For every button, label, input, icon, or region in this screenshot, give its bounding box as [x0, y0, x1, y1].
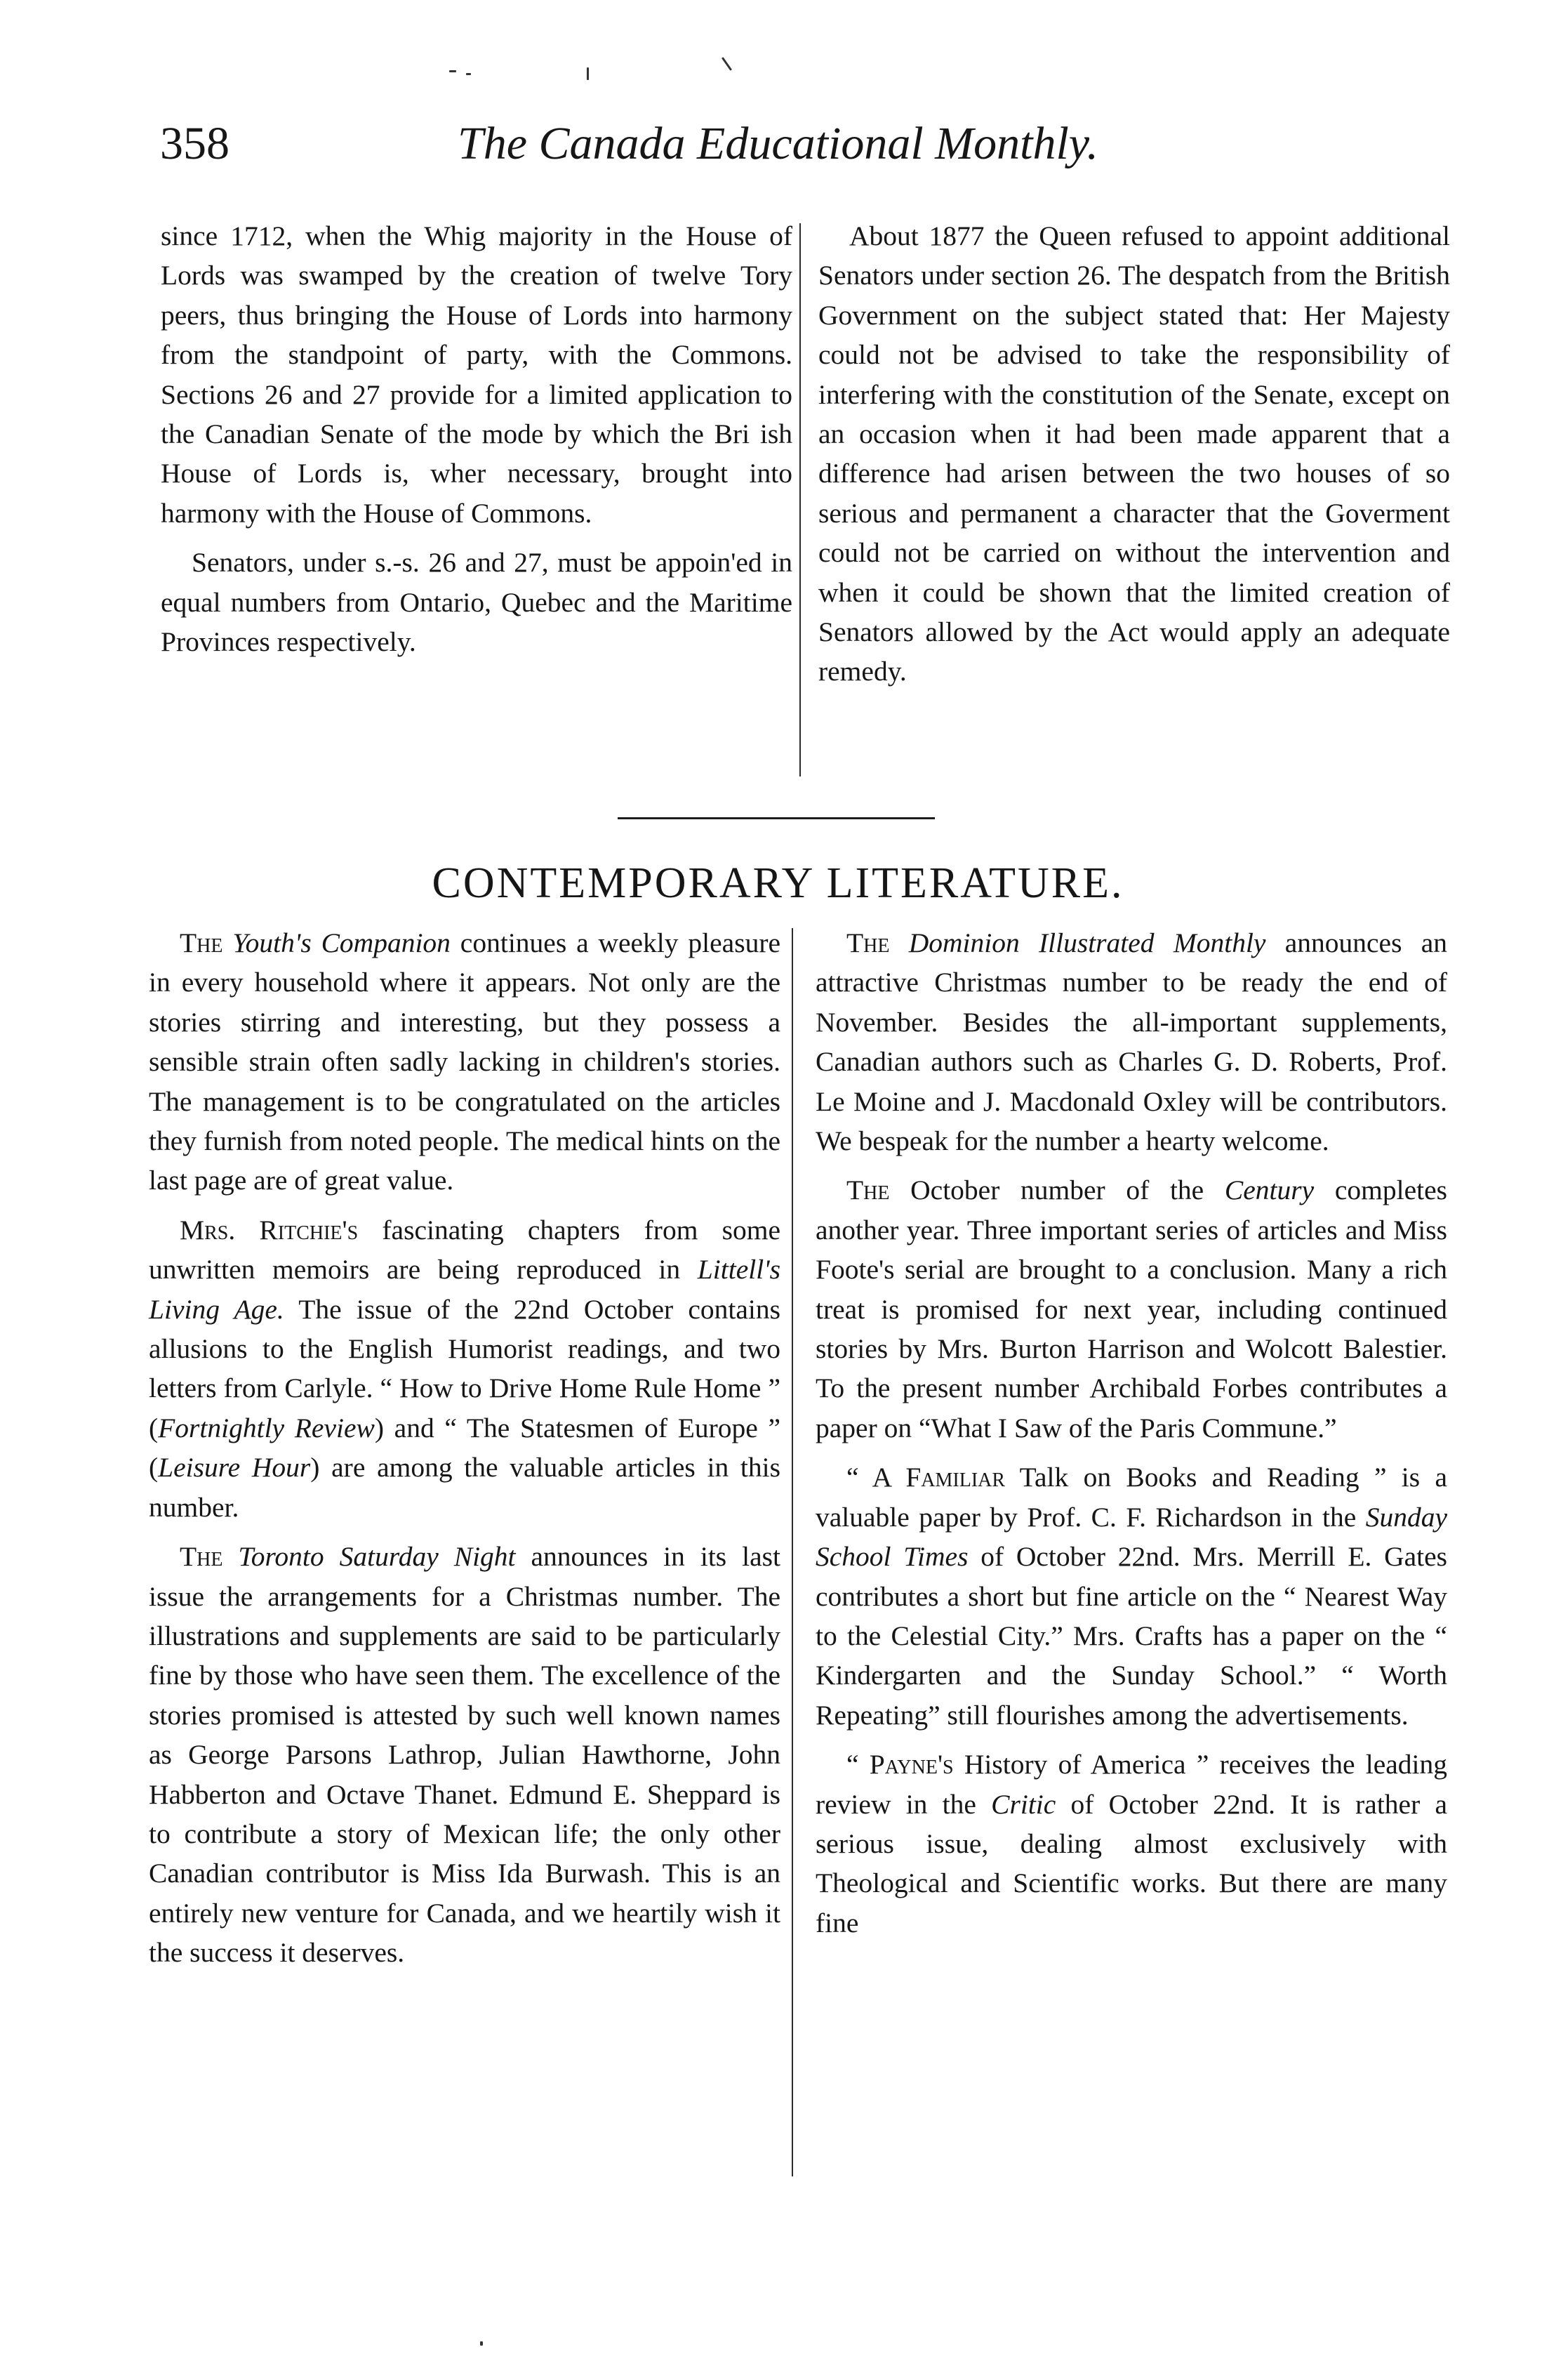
text-run: announces in its last issue the arrangements for a Christmas number. The illustrations and supplements are said to be particularly fine by those who have seen them. The excellence of the stories promised is attested by such well known names as George Parsons Lathrop, Julian Hawthorne, John Habberton and Octave Thanet. Edmund E. Sheppard is to contribute a story of Mexican life; the only other Canadian contributor is Miss Ida Burwash. This is an entirely new venture for Canada, and we heartily wish it the success it deserves.: [149, 1541, 780, 1969]
text-run: of October 22nd. It is rather a serious issue, dealing almost exclusively with Theological and Scientific works. But there are many fine: [816, 1788, 1447, 1938]
text-run: ) are among the valuable articles in this number.: [149, 1452, 780, 1523]
text-run: October number of the: [889, 1175, 1225, 1206]
text-run: ) and “ The Statesmen of Europe ” (: [149, 1412, 780, 1483]
text-run: [222, 1541, 238, 1572]
text-run: of October 22nd. Mrs. Merrill E. Gates contributes a short but fine article on the “ Nearest Way to the Celestial City.” Mrs. Crafts has a paper on the “ Kindergarten and the Sunday School.” “ Worth Repeating” still flourishes among the advertisements.: [816, 1541, 1448, 1731]
print-speck: [466, 73, 471, 75]
text-run: [222, 927, 232, 958]
publication-title: Critic: [991, 1788, 1056, 1820]
page-number: 358: [160, 118, 230, 169]
publication-title: Youth's Companion: [232, 927, 451, 958]
review-paragraph: [149, 1210, 780, 1527]
paragraph: Senators, under s.-s. 26 and 27, must be appoin'ed in equal numbers from Ontario, Quebec and the Maritime Provinces respectively.: [161, 547, 792, 658]
print-speck: [480, 2341, 483, 2346]
review-paragraph: [816, 1170, 1447, 1448]
column-divider: [799, 223, 801, 776]
text-run: fascinating chapters from some unwritten memoirs are being reproduced in: [149, 1214, 780, 1285]
text-run: [889, 927, 908, 958]
publication-title: Leisure Hour: [158, 1452, 311, 1483]
publication-title: Fortnightly Review: [158, 1412, 375, 1443]
paragraph-lead: “ Payne's: [846, 1749, 954, 1780]
print-speck: [449, 70, 456, 72]
page-header: [0, 116, 1556, 172]
review-paragraph: [816, 923, 1447, 1161]
paragraph-lead: The: [846, 1175, 890, 1206]
paragraph: since 1712, when the Whig majority in the House of Lords was swamped by the creation of twelve Tory peers, thus bringing the House of Lords into harmony from the standpoint of party, with the Commons. Sections 26 and 27 provide for a limited application to the Canadian Senate of the mode by which the Bri ish House of Lords is, wher necessary, brought into harmony with the House of Commons.: [161, 220, 792, 529]
top-right-column: [818, 216, 1450, 701]
paragraph-lead: “ A Familiar: [846, 1462, 1006, 1493]
paragraph-lead: The: [180, 1541, 223, 1573]
section-heading: CONTEMPORARY LITERATURE.: [432, 859, 1124, 907]
section-divider: [618, 817, 935, 819]
top-left-column: [161, 216, 792, 671]
print-speck: [587, 67, 589, 80]
print-speck: [722, 57, 732, 71]
text-run: Talk on Books and Reading ” is a valuable paper by Prof. C. F. Richardson in the: [816, 1462, 1447, 1533]
publication-title: Toronto Saturday Night: [238, 1541, 516, 1573]
running-title: The Canada Educational Monthly.: [458, 118, 1098, 169]
text-run: History of America ” receives the leading review in the: [816, 1749, 1447, 1820]
publication-title: Sunday School Times: [816, 1501, 1447, 1573]
text-run: announces an attractive Christmas number to be ready the end of November. Besides the all-important supplements, Canadian authors such as Charles G. D. Roberts, Prof. Le Moine and J. Macdonald Oxley will be contributors. We bespeak for the number a hearty welcome.: [816, 927, 1447, 1157]
paragraph-lead: The: [180, 927, 223, 958]
publication-title: Dominion Illustrated Monthly: [908, 927, 1266, 958]
review-paragraph: [816, 1745, 1447, 1943]
review-paragraph: [149, 1537, 780, 1972]
paragraph-lead: The: [846, 927, 890, 958]
text-run: continues a weekly pleasure in every household where it appears. Not only are the stories stirring and interesting, but they possess a sensible strain often sadly lacking in children's stories. The management is to be congratulated on the articles they furnish from noted people. The medical hints on the last page are of great value.: [149, 927, 781, 1196]
review-paragraph: [816, 1457, 1447, 1735]
paragraph-lead: Mrs. Ritchie's: [180, 1214, 359, 1245]
bottom-right-column: [816, 923, 1447, 1952]
text-run: completes another year. Three important series of articles and Miss Foote's serial are brought to a conclusion. Many a rich treat is promised for next year, including continued stories by Mrs. Burton Harrison and Wolcott Balestier. To the present number Archibald Forbes contributes a paper on “What I Saw of the Paris Commune.”: [816, 1175, 1447, 1443]
publication-title: Century: [1224, 1175, 1315, 1206]
paragraph: About 1877 the Queen refused to appoint additional Senators under section 26. The despatch from the British Government on the subject stated that: Her Majesty could not be advised to take the responsibility of interfering with the constitution of the Senate, except on an occasion when it had been made apparent that a difference had arisen between the two houses of so serious and permanent a character that the Goverment could not be carried on without the intervention and when it could be shown that the limited creation of Senators allowed by the Act would apply an adequate remedy.: [818, 220, 1450, 687]
review-paragraph: [149, 923, 780, 1201]
column-divider: [792, 928, 793, 2176]
text-run: The issue of the 22nd October contains allusions to the English Humorist readings, and two letters from Carlyle. “ How to Drive Home Rule Home ” (: [149, 1293, 780, 1443]
bottom-left-column: [149, 923, 780, 1983]
publication-title: Littell's Living Age.: [149, 1254, 780, 1325]
